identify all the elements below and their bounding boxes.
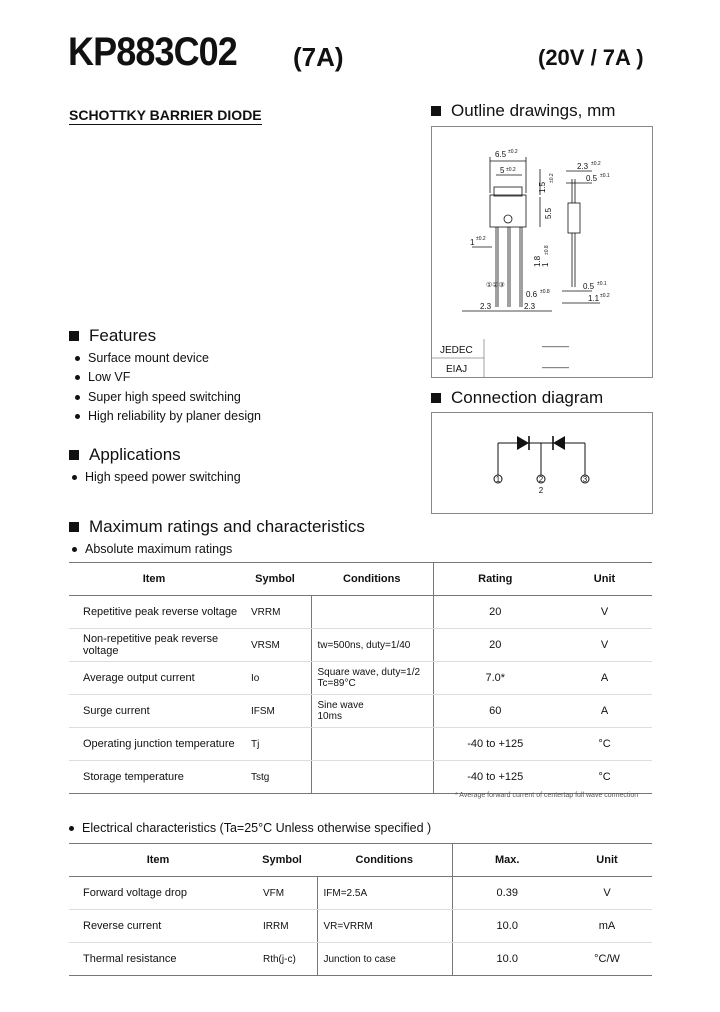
- outline-drawing: [431, 126, 653, 378]
- bullet-icon: [75, 356, 80, 361]
- square-bullet-icon: [69, 450, 79, 460]
- pin-1-label: 1: [495, 475, 501, 484]
- dim-tab-tol: ±0.2: [506, 167, 516, 173]
- electrical-table: [69, 843, 652, 976]
- bullet-icon: [75, 395, 80, 400]
- dim-pins: ①②③: [486, 282, 505, 289]
- dim-r11-tol: ±0.2: [600, 293, 610, 299]
- dim-lead: 0.5: [586, 174, 598, 183]
- pin-2-label: 2: [538, 475, 544, 484]
- dim-bot1-tol: ±0.8: [540, 289, 550, 295]
- table-row: Average output current Io Square wave, duty=1/2 Tc=89°C 7.0* A: [69, 662, 652, 695]
- dim-pin: 1: [470, 238, 475, 247]
- footnote: * Average forward current of centertap full wave connection: [455, 792, 639, 799]
- table-row: Storage temperature Tstg -40 to +125 °C: [69, 761, 652, 794]
- applications-heading-text: Applications: [89, 445, 181, 464]
- feature-item: Super high speed switching: [75, 390, 241, 404]
- dim-side: 2.3: [577, 162, 589, 171]
- connection-heading: [431, 388, 603, 408]
- pin-2b-label: 2: [538, 486, 544, 495]
- square-bullet-icon: [431, 393, 441, 403]
- dim-r05: 0.5: [583, 282, 595, 291]
- feature-item: Low VF: [75, 370, 130, 384]
- dim-h2-tol: ±0.8: [544, 245, 550, 255]
- bullet-icon: [75, 414, 80, 419]
- current-tag: (7A): [293, 42, 344, 72]
- table-row: Forward voltage drop VFM IFM=2.5A 0.39 V: [69, 877, 652, 910]
- outline-drawing-svg: [432, 127, 652, 377]
- dim-body: 5.5: [544, 207, 553, 219]
- outline-heading-text: Outline drawings, mm: [451, 101, 616, 120]
- dim-top-tol: ±0.2: [549, 173, 555, 183]
- bullet-icon: [72, 475, 77, 480]
- doc-type: SCHOTTKY BARRIER DIODE: [69, 107, 262, 123]
- bullet-icon: [75, 375, 80, 380]
- dim-tab: 5: [500, 166, 505, 175]
- dim-bot1: 0.6: [526, 290, 538, 299]
- pin-3-label: 3: [582, 475, 588, 484]
- pkg-value-jedec: ———: [542, 341, 569, 351]
- pkg-value-eiaj: ———: [542, 362, 569, 372]
- dim-width: 6.5: [495, 150, 507, 159]
- table-row: Non-repetitive peak reverse voltage VRSM tw=500ns, duty=1/40 20 V: [69, 629, 652, 662]
- dim-pin-tol: ±0.2: [476, 236, 486, 242]
- square-bullet-icon: [69, 522, 79, 532]
- diode-right-icon: [553, 436, 565, 450]
- features-heading: [69, 326, 156, 346]
- max-ratings-heading: [69, 517, 365, 537]
- table-row: Thermal resistance Rth(j-c) Junction to case 10.0 °C/W: [69, 943, 652, 976]
- mounting-hole: [504, 215, 512, 223]
- applications-heading: [69, 445, 181, 465]
- dim-width-tol: ±0.2: [508, 149, 518, 155]
- connection-diagram-svg: [432, 413, 652, 513]
- features-heading-text: Features: [89, 326, 157, 345]
- dim-r05-tol: ±0.1: [597, 281, 607, 287]
- part-number: KP883C02: [68, 30, 237, 74]
- feature-item: High reliability by planer design: [75, 409, 261, 423]
- bullet-icon: [72, 547, 77, 552]
- max-ratings-heading-text: Maximum ratings and characteristics: [89, 517, 365, 536]
- feature-item: Surface mount device: [75, 351, 209, 365]
- connection-diagram: [431, 412, 653, 514]
- package-body-side: [568, 203, 580, 233]
- dim-h2: 1: [541, 262, 550, 267]
- dim-pitch2: 2.3: [524, 302, 536, 311]
- table-header-row: Item Symbol Conditions Rating Unit: [69, 563, 652, 596]
- diode-left-icon: [517, 436, 529, 450]
- dim-top: 1.5: [538, 181, 547, 193]
- bullet-icon: [69, 826, 74, 831]
- max-ratings-table: [69, 562, 652, 794]
- pkg-label-jedec: JEDEC: [440, 345, 473, 356]
- square-bullet-icon: [69, 331, 79, 341]
- rating-tag: (20V / 7A ): [538, 45, 644, 70]
- dim-r11: 1.1: [588, 294, 600, 303]
- dim-side-tol: ±0.2: [591, 161, 601, 167]
- pkg-label-eiaj: EIAJ: [446, 364, 468, 375]
- table-row: Repetitive peak reverse voltage VRRM 20 V: [69, 596, 652, 629]
- table-row: Operating junction temperature Tj -40 to +125 °C: [69, 728, 652, 761]
- dim-h1: 1.8: [533, 255, 542, 267]
- connection-heading-text: Connection diagram: [451, 388, 604, 407]
- electrical-heading: Electrical characteristics (Ta=25°C Unless otherwise specified ): [69, 821, 431, 835]
- dim-pitch1: 2.3: [480, 302, 492, 311]
- table-row: Surge current IFSM Sine wave 10ms 60 A: [69, 695, 652, 728]
- package-body-front: [490, 195, 526, 227]
- dim-lead-tol: ±0.1: [600, 173, 610, 179]
- table-header-row: Item Symbol Conditions Max. Unit: [69, 844, 652, 877]
- application-item: High speed power switching: [72, 470, 241, 484]
- outline-heading: [431, 101, 615, 121]
- square-bullet-icon: [431, 106, 441, 116]
- abs-max-subheading: Absolute maximum ratings: [72, 542, 232, 556]
- table-row: Reverse current IRRM VR=VRRM 10.0 mA: [69, 910, 652, 943]
